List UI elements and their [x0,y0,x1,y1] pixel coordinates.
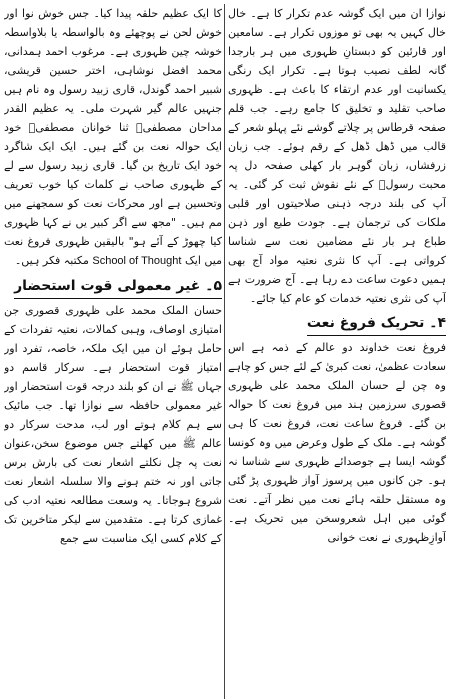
left-column [4,4,222,699]
left-paragraph-1-end: مکتبہ فکر ہیں۔ [14,254,89,267]
column-divider [222,4,228,699]
school-of-thought-text: School of Thought [92,255,182,267]
right-column [228,4,446,699]
right-paragraph-1: نوازا ان میں ایک گوشہ عدم تکرار کا ہے۔ خال خال کہیں یہ بھی تو موزوں تکرار ہے۔ سامعین اور قارئین کو دبستانِ ظہوری میں ہر بارجدا گانہ لطف نصیب ہوتا ہے۔ تکرار ایک رنگی یکسانیت اور عدم ارتقاء کا باعث ہے۔ ظہوری صاحب تقلید و تخلیق کا جامع رہے۔ جب قلم صفحہ قرطاس پر چلاتے گوشے نئے پہلو شعر کے قالب میں ڈھل ڈھل کے رقم ہوئے۔ جب زبان زرفشاں، زبان گوہر بار کھلی صفحہ دل پہ محبت رسولؐ کے نئے نقوش ثبت کر گئی۔ یہ آپ کی بلند درجہ ذہنی صلاحیتوں اور قلبی ملکات کی ترجمان ہے۔ جودت طبع اور ذہن طباع ہر بار نئے مضامین نعت سے شناسا کرواتی ہے۔ آپ کا نثری نعتیہ مواد آج بھی ہمیں دعوت ساعت دے رہا ہے۔ آج ضرورت ہے آپ کی نثری نعتیہ خدمات کو عام کیا جائے۔ [228,7,446,305]
section-heading-4: ۴۔ تحریک فروغ نعت [307,312,446,336]
section-heading-5: ۵۔ غیر معمولی قوت استحضار [14,275,222,299]
left-paragraph-2: حسان الملک محمد علی ظہوری قصوری جن امتیازی اوصاف، وہبی کمالات، نعتیہ تفردات کے حامل ہوئے ان میں ایک ملکہ، خاصہ، تفرد اور امتیاز قوت استحضار ہے۔ سرکار قاسم دو جہاں ﷺ نے ان کو بلند درجہ قوت استحضار اور غیر معمولی حافظہ سے نوازا تھا۔ جب مائیک سے ہم کلام ہوتے اور لب، مدحت سرکار دو عالم ﷺ میں کھلتے جس موضوع سخن،عنوان نعت پہ چل نکلتے اشعار نعت کی بارش برس جاتی اور نہ ختم ہونے والا سلسلہ اشعار نعت شروع ہوجاتا۔ یہ وسعت مطالعہ نعتیہ ادب کی غمازی کرتا ہے۔ متقدمین سے لیکر متاخرین تک کے کلام کسی ایک مناسبت سے جمع [4,304,222,545]
left-paragraph-1 [4,4,222,271]
left-paragraph-1-text: کا ایک عظیم حلقہ پیدا کیا۔ جس خوش نوا اور خوش لحن نے پوچھئے وہ بالواسطہ یا بلاواسطہ خوشہ چین ظہوری ہے۔ مرغوب احمد ہمدانی، محمد افضل نوشاہی، اختر حسین قریشی، شبیر احمد گوندل، قاری زبید رسول وہ نام ہیں جنہیں عالم گیر شہرت ملی۔ یہ عظیم القدر مداحان مصطفیؐ ثنا خوانان مصطفیؐ خود ایک حوالہ نعت بن گئے ہیں۔ ایک ایک شاگرد خود ایک تاریخ بن گیا۔ قاری زبید رسول سے لے کے ظہوری صاحب نے کلمات کیا خوب تعریف وتحسین ہے اور محرکات نعت کو سمجھنے میں مم ہیں۔ "مجھ سے اگر کبیر یں نے کہا ظہوری کیا چھوڑ کے آئے ہو" بالیقین ظہوری فروغ نعت میں ایک [4,7,222,267]
right-paragraph-2: فروغ نعت خداوند دو عالم کے ذمہ ہے اس سعادت عظمیٰ، نعت کبریٰ کے لئے جس کو چاہے وہ چن لے حسان الملک محمد علی ظہوری قصوری سرزمین ہند میں فروغ نعت کا حوالہ بن گئے۔ فروغ ساعت نعت، فروغ نعت کا ہی گوشہ ہے۔ ملک کے طول وعرض میں وہ کونسا گوشہ ایسا ہے جوصدائے ظہوری سے شناسا نہ ہو۔ جن کانوں میں پرسوز آواز ظہوری پڑ گئی وہ مستقل حلقہ ہائے نعت میں نظر آتے۔ نعت گوئی میں اہل شعروسخن میں تحریک ہے۔ آوازِظہوری نے نعت خوانی [228,341,446,544]
